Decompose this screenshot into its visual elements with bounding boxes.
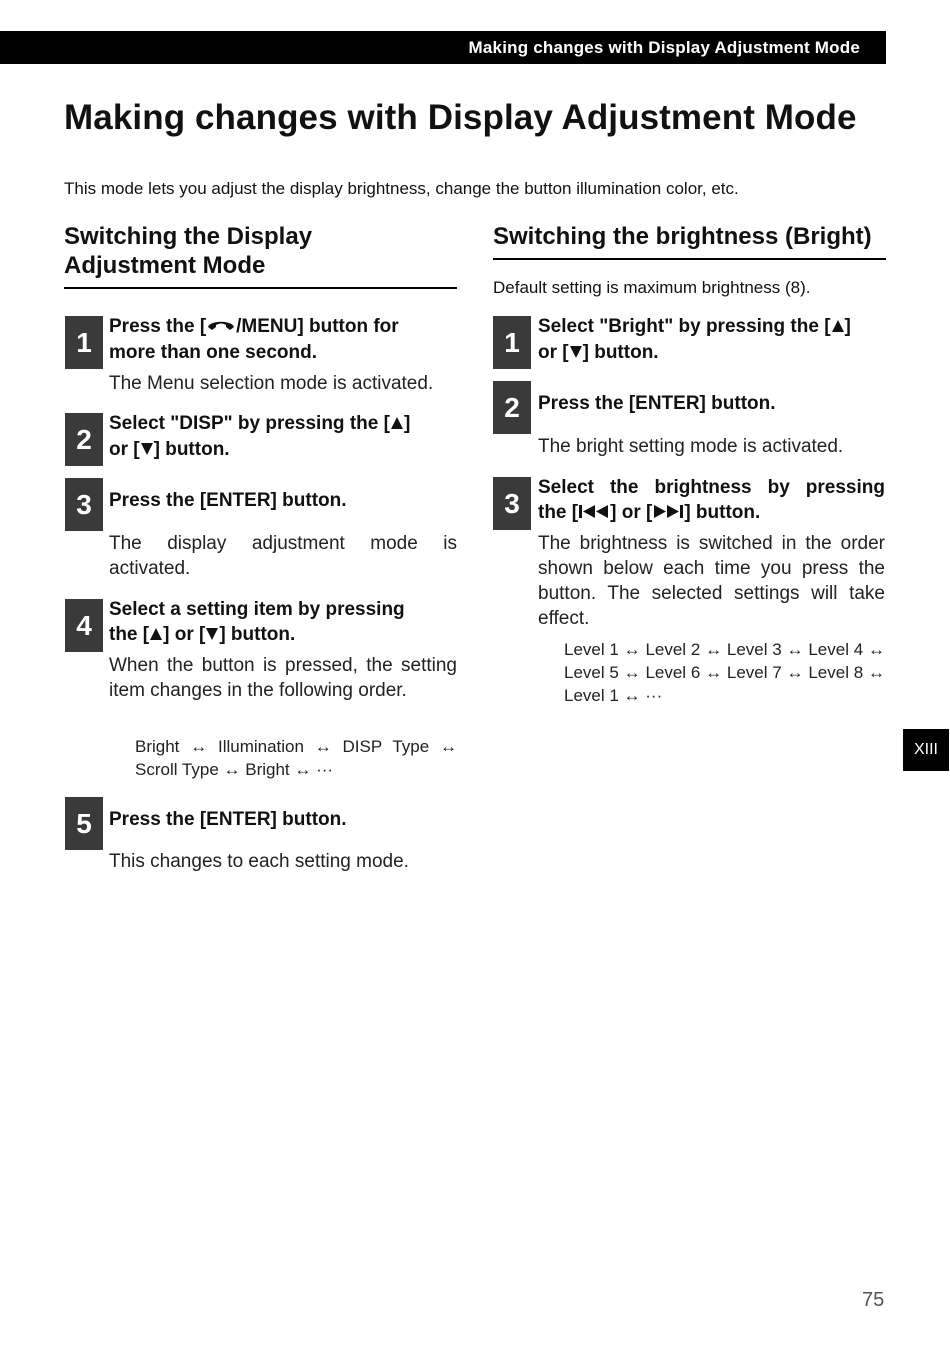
skip-back-icon [578, 501, 610, 526]
brightness-level-sequence: Level 1 ↔ Level 2 ↔ Level 3 ↔ Level 4 ↔ Level 5 ↔ Level 6 ↔ Level 7 ↔ Level 8 ↔ Level 1 ↔ ··· [564, 640, 885, 705]
right-section-title: Switching the brightness (Bright) [493, 223, 872, 250]
step-heading: Select "DISP" by pressing the [ ] or [ ] button. [109, 411, 459, 463]
step-heading-cont: the [ ] or [ ] button. [538, 500, 885, 526]
setting-item-sequence: Bright ↔ Illumination ↔ DISP Type ↔ Scroll Type ↔ Bright ↔ ··· [135, 737, 457, 779]
right-section-divider [493, 258, 886, 260]
step-description: The display adjustment mode is activated. [109, 533, 457, 579]
page-title: Making changes with Display Adjustment Mode [64, 98, 857, 137]
step-heading: Press the [ENTER] button. [109, 809, 347, 830]
left-section-divider [64, 287, 457, 289]
step-description: The brightness is switched in the order shown below each time you press the button. The selected settings will take effect. [538, 533, 885, 629]
down-arrow-icon [205, 623, 219, 648]
down-arrow-icon [140, 438, 154, 463]
step-number: 1 [65, 316, 103, 369]
step-number: 2 [493, 381, 531, 434]
down-arrow-icon [569, 341, 583, 366]
phone-icon [206, 315, 236, 340]
step-description: This changes to each setting mode. [109, 851, 409, 872]
step-heading: Select the brightness by pressing [538, 477, 885, 498]
up-arrow-icon [390, 412, 404, 437]
step-description: When the button is pressed, the setting item changes in the following order. [109, 655, 457, 701]
step-number: 3 [65, 478, 103, 531]
default-setting-note: Default setting is maximum brightness (8). [493, 278, 811, 297]
step-heading: Press the [ENTER] button. [109, 490, 347, 511]
step-number: 1 [493, 316, 531, 369]
step-heading: Press the [ENTER] button. [538, 393, 776, 414]
step-number: 2 [65, 413, 103, 466]
step-number: 4 [65, 599, 103, 652]
step-description: The bright setting mode is activated. [538, 436, 844, 457]
step-number: 3 [493, 477, 531, 530]
running-header-title: Making changes with Display Adjustment Mode [468, 38, 860, 57]
chapter-tab: XIII [903, 729, 949, 771]
intro-text: This mode lets you adjust the display brightness, change the button illumination color, etc. [64, 179, 739, 198]
running-header [0, 31, 886, 64]
step-heading: Select "Bright" by pressing the [ ] or [ ] button. [538, 314, 888, 366]
left-section-title: Switching the Display Adjustment Mode [64, 223, 313, 279]
page-number: 75 [862, 1289, 885, 1311]
step-heading: Select a setting item by pressing the [ ] or [ ] button. [109, 597, 459, 648]
up-arrow-icon [831, 315, 845, 340]
step-number: 5 [65, 797, 103, 850]
up-arrow-icon [149, 623, 163, 648]
skip-forward-icon [652, 501, 684, 526]
step-description: The Menu selection mode is activated. [109, 373, 434, 394]
step-heading: Press the [ /MENU] button for more than one second. [109, 316, 399, 363]
